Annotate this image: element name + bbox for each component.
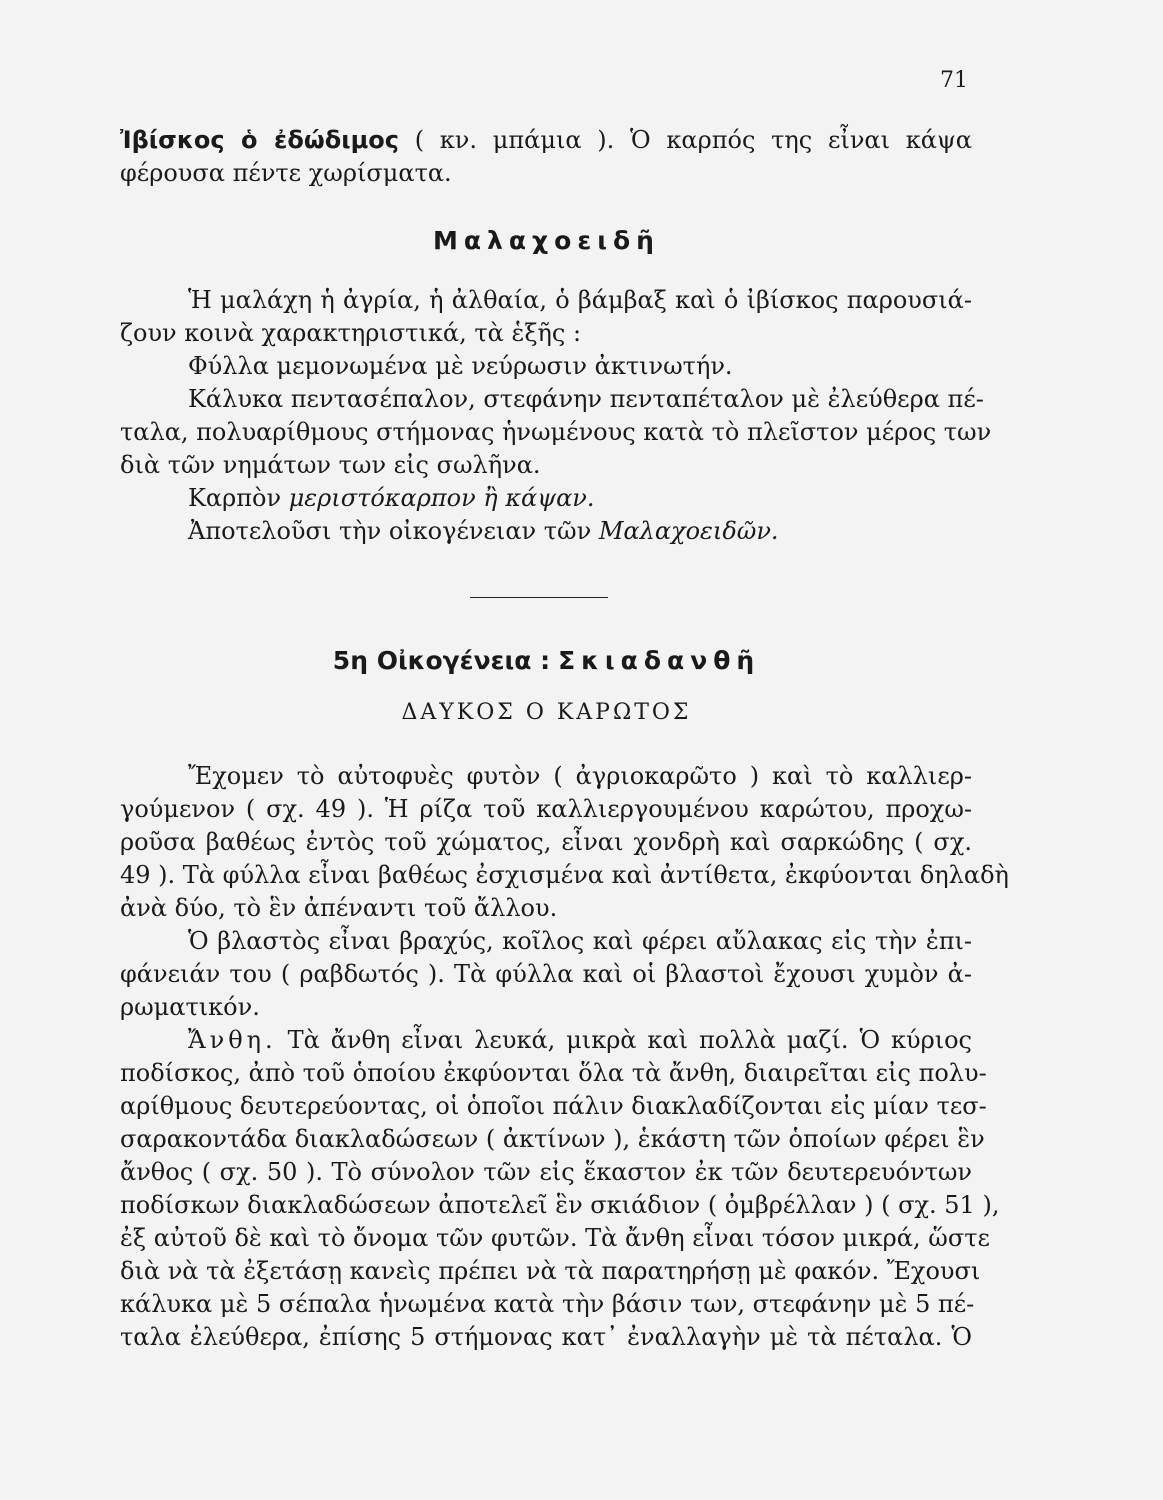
para3-line-3: αρίθμους δευτερεύοντας, οἱ ὁποῖοι πάλιν διακλαδίζονται εἰς μίαν τεσ- (120, 1092, 987, 1120)
para1-line-1: Ἔχομεν τὸ αὐτοφυὲς φυτὸν ( ἀγριοκαρῶτο ) καὶ τὸ καλλιερ- (188, 762, 972, 790)
para3-line-2: ποδίσκος, ἀπὸ τοῦ ὁποίου ἐκφύονται ὅλα τὰ ἄνθη, διαιρεῖται εἰς πολυ- (120, 1059, 987, 1087)
para2-line-3: ρωματικόν. (120, 993, 260, 1021)
malachoeidi-family-line (120, 515, 972, 548)
ibiskos-term: Ἰβίσκος ὁ ἐδώδιμος (120, 126, 399, 154)
malachoeidi-heading: Μαλαχοειδῆ (433, 226, 660, 255)
ibiskos-paragraph (120, 124, 972, 190)
malachoeidi-line-4: Κάλυκα πεντασέπαλον, στεφάνην πενταπέταλον μὲ ἐλεύθερα πέ- (188, 385, 984, 413)
skiadanthi-section (120, 760, 1009, 1354)
family-italic: Μαλαχοειδῶν. (598, 517, 779, 545)
para3-line-5: ἄνθος ( σχ. 50 ). Τὸ σύνολον τῶν εἰς ἕκαστον ἐκ τῶν δευτερευόντων (120, 1158, 972, 1186)
para1-line-4: 49 ). Τὰ φύλλα εἶναι βαθέως ἐσχισμένα καὶ ἀντίθετα, ἐκφύονται δηλαδὴ (120, 861, 1009, 889)
malachoeidi-section (120, 284, 992, 548)
daukos-subheading: ΔΑΥΚΟΣ Ο ΚΑΡΩΤΟΣ (401, 700, 692, 725)
page-number: 71 (940, 68, 968, 93)
ibiskos-line-1 (120, 124, 972, 157)
para3-line-9: κάλυκα μὲ 5 σέπαλα ἡνωμένα κατὰ τὴν βάσιν των, στεφάνην μὲ 5 πέ- (120, 1290, 975, 1318)
ibiskos-line-2: φέρουσα πέντε χωρίσματα. (120, 159, 452, 187)
section-divider (470, 597, 608, 598)
para3-line-7: ἐξ αὐτοῦ δὲ καὶ τὸ ὄνομα τῶν φυτῶν. Τὰ ἄνθη εἶναι τόσον μικρά, ὥστε (120, 1224, 990, 1252)
para3-line-4: σαρακοντάδα διακλαδώσεων ( ἀκτίνων ), ἑκάστη τῶν ὁποίων φέρει ἓν (120, 1125, 985, 1153)
family-prefix: Ἀποτελοῦσι τὴν οἰκογένειαν τῶν (188, 517, 592, 545)
malachoeidi-line-6: διὰ τῶν νημάτων των εἰς σωλῆνα. (120, 451, 541, 479)
malachoeidi-line-1: Ἡ μαλάχη ἡ ἀγρία, ἡ ἀλθαία, ὁ βάμβαξ καὶ ὁ ἰβίσκος παρουσιά- (188, 286, 972, 314)
para1-line-3: ροῦσα βαθέως ἐντὸς τοῦ χώματος, εἶναι χονδρὴ καὶ σαρκώδης ( σχ. (120, 828, 972, 856)
ibiskos-line-1-rest: ( κν. μπάμια ). Ὁ καρπός της εἶναι κάψα (414, 126, 972, 154)
para3-line-1 (120, 1024, 972, 1057)
malachoeidi-fruit-line (120, 482, 972, 515)
para3-first-rest: Τὰ ἄνθη εἶναι λευκά, μικρὰ καὶ πολλὰ μαζί. Ὁ κύριος (287, 1026, 973, 1054)
malachoeidi-line-3: Φύλλα μεμονωμένα μὲ νεύρωσιν ἀκτινωτήν. (188, 352, 733, 380)
skiadanthi-heading (0, 646, 1093, 675)
family-name: Σκιαδανθῆ (558, 646, 761, 675)
anthi-label: Ἄνθη. (188, 1026, 277, 1054)
malachoeidi-line-5: ταλα, πολυαρίθμους στήμονας ἡνωμένους κατὰ τὸ πλεῖστον μέρος των (120, 418, 992, 446)
para1-line-5: ἀνὰ δύο, τὸ ἓν ἀπέναντι τοῦ ἄλλου. (120, 894, 558, 922)
para3-line-6: ποδίσκων διακλαδώσεων ἀποτελεῖ ἓν σκιάδιον ( ὀμβρέλλαν ) ( σχ. 51 ), (120, 1191, 1000, 1219)
fruit-italic: μεριστόκαρπον ἢ κάψαν. (288, 484, 595, 512)
para1-line-2: γούμενον ( σχ. 49 ). Ἡ ρίζα τοῦ καλλιεργουμένου καρώτου, προχω- (120, 795, 972, 823)
para2-line-2: φάνειάν του ( ραβδωτός ). Τὰ φύλλα καὶ οἱ βλαστοὶ ἔχουσι χυμὸν ἀ- (120, 960, 972, 988)
malachoeidi-line-2: ζουν κοινὰ χαρακτηριστικά, τὰ ἑξῆς : (120, 319, 582, 347)
family-label: 5η Οἰκογένεια : (332, 646, 551, 675)
para3-line-8: διὰ νὰ τὰ ἐξετάσῃ κανεὶς πρέπει νὰ τὰ παρατηρήσῃ μὲ φακόν. Ἔχουσι (120, 1257, 981, 1285)
fruit-prefix: Καρπὸν (188, 484, 282, 512)
para2-line-1: Ὁ βλαστὸς εἶναι βραχύς, κοῖλος καὶ φέρει αὔλακας εἰς τὴν ἐπι- (188, 927, 972, 955)
para3-line-10: ταλα ἐλεύθερα, ἐπίσης 5 στήμονας κατ᾿ ἐναλλαγὴν μὲ τὰ πέταλα. Ὁ (120, 1323, 972, 1351)
